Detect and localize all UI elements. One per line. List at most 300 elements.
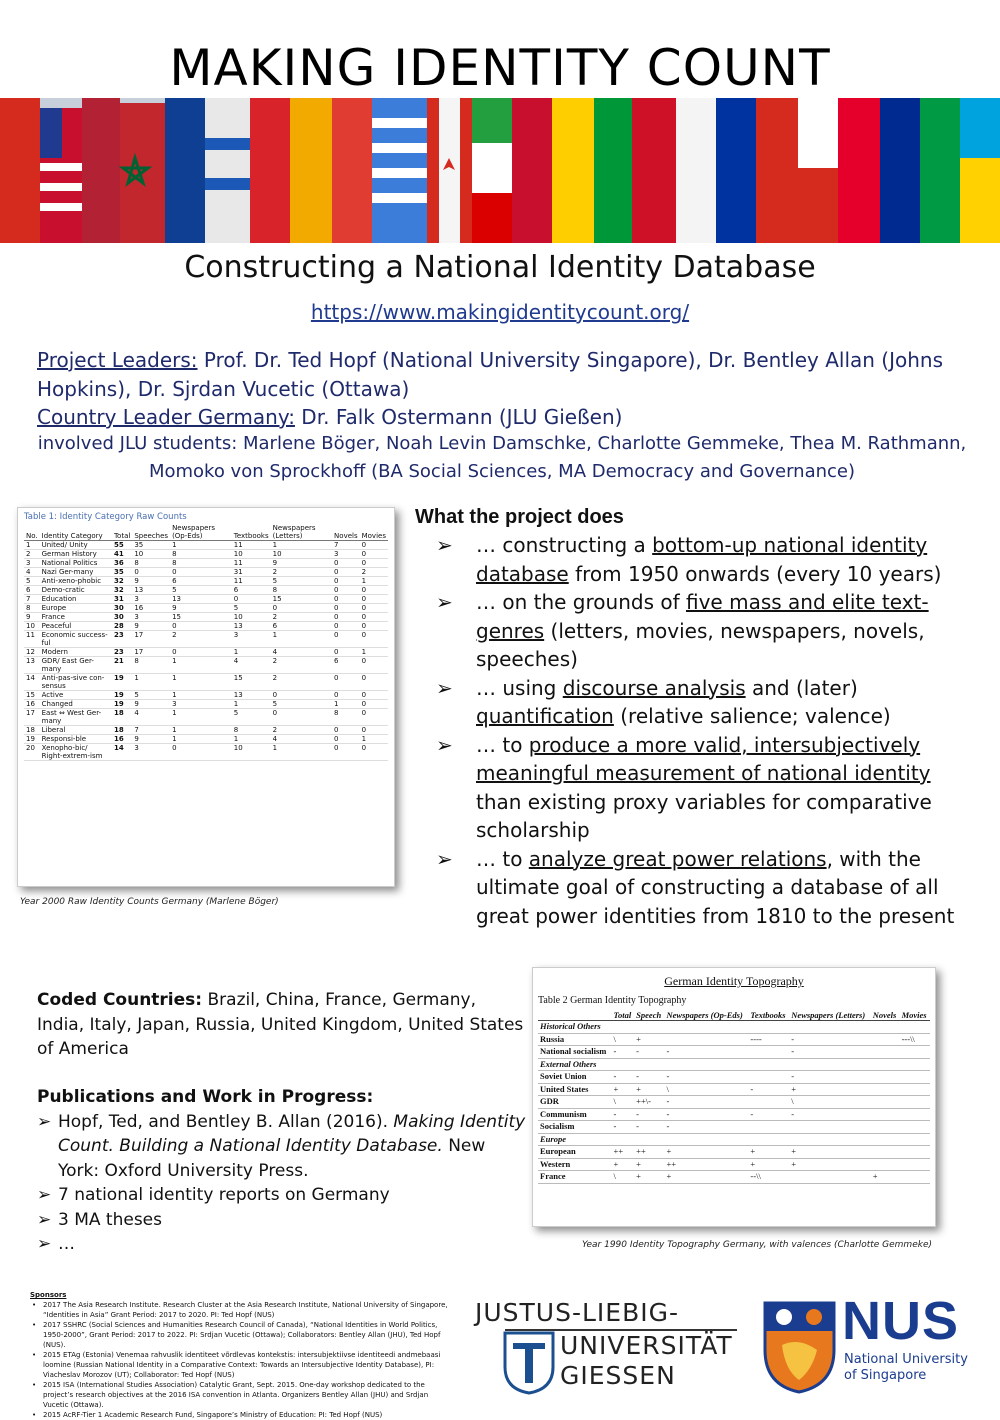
table-cell: 2: [271, 657, 332, 674]
table-cell: 1: [360, 577, 388, 586]
table-cell: 0: [360, 700, 388, 709]
coded-countries-text: Brazil, China, France, Germany, India, Italy, Japan, Russia, United Kingdom, United States of America: [37, 990, 524, 1059]
table-cell: 31: [232, 568, 271, 577]
topo-cell: ---\\: [900, 1033, 930, 1046]
table-cell: 19: [112, 700, 132, 709]
table-cell: 6: [170, 577, 232, 586]
table-cell: 1: [170, 709, 232, 726]
table-row: [24, 622, 388, 631]
table-cell: 0: [132, 568, 170, 577]
table-row: [24, 604, 388, 613]
table-cell: 15: [170, 613, 232, 622]
table-cell: 1: [170, 691, 232, 700]
topo-cell: ++\-: [634, 1096, 664, 1109]
table-cell: 1: [232, 735, 271, 744]
topo-cell: -: [612, 1121, 635, 1134]
table-cell: 35: [112, 568, 132, 577]
table-cell: 11: [24, 631, 40, 648]
table-cell: Xenopho-bic/ Right-extrem-ism: [40, 744, 112, 761]
table-cell: 36: [112, 559, 132, 568]
what-item-text: (relative salience; valence): [613, 704, 891, 728]
table-cell: 0: [332, 577, 360, 586]
table-cell: 0: [170, 648, 232, 657]
topo-cell: [900, 1096, 930, 1109]
what-item-text: … using: [476, 675, 563, 700]
table-cell: 1: [271, 631, 332, 648]
topo-cell: +: [634, 1158, 664, 1171]
topo-cell: +: [612, 1158, 635, 1171]
table-cell: National Politics: [40, 559, 112, 568]
table-cell: 0: [360, 674, 388, 691]
what-heading: What the project does: [415, 506, 624, 528]
jlu-logo: [475, 1298, 740, 1398]
table-row: [538, 1058, 930, 1071]
flags-banner-image: [0, 98, 1000, 243]
topo-cell: +: [748, 1146, 789, 1159]
raw-table-header: Total: [112, 524, 132, 541]
table-cell: 0: [170, 568, 232, 577]
table-cell: 1: [232, 700, 271, 709]
table-cell: 8: [332, 709, 360, 726]
topo-section-label: Europe: [538, 1133, 930, 1146]
table-cell: 7: [24, 595, 40, 604]
table-row: [24, 709, 388, 726]
table-cell: 20: [24, 744, 40, 761]
table-cell: 0: [332, 726, 360, 735]
table-cell: Anti-pas-sive con-sensus: [40, 674, 112, 691]
table-cell: 0: [332, 568, 360, 577]
topo-cell: +: [612, 1083, 635, 1096]
what-item: [415, 531, 975, 588]
table-cell: 1: [271, 744, 332, 761]
pub-4: …: [58, 1234, 75, 1254]
table-cell: 5: [271, 700, 332, 709]
table-cell: 5: [271, 577, 332, 586]
table-cell: 1: [360, 648, 388, 657]
table-cell: 2: [271, 613, 332, 622]
topo-cell: [871, 1108, 900, 1121]
table-cell: 5: [170, 586, 232, 595]
table-cell: 21: [112, 657, 132, 674]
topo-cell: -: [748, 1108, 789, 1121]
topo-cell: -: [665, 1046, 749, 1059]
topo-cell: -: [789, 1033, 870, 1046]
topo-cell: [900, 1071, 930, 1084]
topo-section-label: External Others: [538, 1058, 930, 1071]
table-cell: 13: [132, 586, 170, 595]
table-cell: 9: [132, 577, 170, 586]
topo-header: Textbooks: [748, 1010, 789, 1021]
topo-cell: -: [634, 1108, 664, 1121]
pub-3: 3 MA theses: [58, 1209, 162, 1230]
table-cell: 0: [360, 595, 388, 604]
topo-cell: Western: [538, 1158, 612, 1171]
topo-cell: +: [748, 1158, 789, 1171]
what-item-text: bottom-up national identity database: [476, 533, 928, 586]
raw-table-header: Newspapers (Letters): [271, 524, 332, 541]
table-cell: 15: [232, 674, 271, 691]
table-cell: 6: [332, 657, 360, 674]
arrow-bullet-icon: ➢: [436, 675, 453, 700]
table-cell: 8: [170, 559, 232, 568]
pub-2: 7 national identity reports on Germany: [58, 1185, 390, 1205]
table-cell: 0: [332, 559, 360, 568]
table-cell: 8: [271, 586, 332, 595]
table-cell: 0: [332, 586, 360, 595]
topo-cell: [900, 1108, 930, 1121]
table-cell: Demo-cratic: [40, 586, 112, 595]
table-cell: 18: [112, 726, 132, 735]
coded-countries: [37, 988, 527, 1062]
topo-cell: -: [634, 1071, 664, 1084]
topo-cell: +: [634, 1171, 664, 1184]
table-cell: Economic success-ful: [40, 631, 112, 648]
raw-table-header: Newspapers (Op-Eds): [170, 524, 232, 541]
table-cell: 0: [360, 586, 388, 595]
poster-title: MAKING IDENTITY COUNT: [169, 39, 831, 97]
table-cell: 0: [271, 709, 332, 726]
topo-cell: [748, 1046, 789, 1059]
table-cell: 1: [170, 541, 232, 550]
project-leaders-text: Prof. Dr. Ted Hopf (National University Singapore), Dr. Bentley Allan (Johns Hopkins), Dr. Sjrdan Vucetic (Ottawa): [37, 348, 944, 401]
table-cell: 4: [132, 709, 170, 726]
table-cell: 10: [271, 550, 332, 559]
pub-1-authors: Hopf, Ted, and Bentley B. Allan (2016).: [58, 1111, 394, 1132]
what-item-text: (letters, movies, newspapers, novels, speeches): [476, 618, 925, 671]
topo-cell: [748, 1096, 789, 1109]
nus-logo-text: NUS: [842, 1291, 960, 1351]
sponsor-list: [30, 1300, 450, 1420]
table-cell: 3: [332, 550, 360, 559]
topo-cell: European: [538, 1146, 612, 1159]
table-row: [24, 559, 388, 568]
table-cell: 4: [24, 568, 40, 577]
topo-cell: -: [748, 1083, 789, 1096]
table-cell: 9: [132, 622, 170, 631]
topo-cell: +: [665, 1171, 749, 1184]
identity-topography-figure: [532, 967, 936, 1227]
table-cell: 1: [360, 735, 388, 744]
topo-header: Newspapers (Op-Eds): [665, 1010, 749, 1021]
table-cell: 41: [112, 550, 132, 559]
table-cell: Liberal: [40, 726, 112, 735]
table-cell: 8: [132, 657, 170, 674]
topo-cell: Russia: [538, 1033, 612, 1046]
raw-table-caption: Table 1: Identity Category Raw Counts: [24, 512, 187, 522]
topo-cell: +: [789, 1158, 870, 1171]
table-row: [24, 550, 388, 559]
what-item: [415, 674, 975, 731]
table-cell: 2: [271, 568, 332, 577]
nus-logo-sub2: of Singapore: [844, 1368, 927, 1383]
table-cell: 13: [170, 595, 232, 604]
topo-cell: -: [665, 1108, 749, 1121]
topo-cell: -: [789, 1108, 870, 1121]
table-cell: 30: [112, 613, 132, 622]
table-cell: France: [40, 613, 112, 622]
table-cell: 0: [360, 657, 388, 674]
table-cell: 2: [271, 674, 332, 691]
topo-cell: ++: [612, 1146, 635, 1159]
table-cell: 17: [24, 709, 40, 726]
table-row: [538, 1096, 930, 1109]
table-cell: German History: [40, 550, 112, 559]
topo-cell: -: [634, 1046, 664, 1059]
arrow-bullet-icon: ➢: [436, 732, 453, 757]
table-row: [24, 726, 388, 735]
raw-table-header: Speeches: [132, 524, 170, 541]
table-cell: 16: [132, 604, 170, 613]
table-row: [24, 541, 388, 550]
table-cell: 1: [170, 726, 232, 735]
country-leader-label: Country Leader Germany:: [37, 405, 295, 429]
raw-counts-table-figure: [17, 507, 395, 887]
publication-item: [37, 1183, 527, 1208]
table-cell: 5: [132, 691, 170, 700]
table-cell: 0: [332, 622, 360, 631]
table-cell: 17: [132, 648, 170, 657]
topo-header: [538, 1010, 612, 1021]
table-cell: 0: [360, 691, 388, 700]
topo-cell: National socialism: [538, 1046, 612, 1059]
table-cell: 0: [332, 595, 360, 604]
topo-header: Speech: [634, 1010, 664, 1021]
table-row: [24, 674, 388, 691]
table-cell: 6: [232, 586, 271, 595]
topo-cell: [900, 1046, 930, 1059]
project-url-link[interactable]: https://www.makingidentitycount.org/: [310, 300, 690, 324]
table-cell: 2: [271, 726, 332, 735]
what-item-text: … constructing a: [476, 533, 653, 557]
what-item: [415, 845, 975, 931]
table-cell: 23: [112, 631, 132, 648]
table-cell: 9: [170, 604, 232, 613]
raw-table-header: Movies: [360, 524, 388, 541]
topo-cell: [871, 1146, 900, 1159]
table-cell: 0: [360, 709, 388, 726]
publication-item: [37, 1208, 527, 1233]
table-cell: 0: [360, 613, 388, 622]
table-cell: 4: [271, 648, 332, 657]
table-cell: 13: [232, 622, 271, 631]
topo-cell: ----: [748, 1033, 789, 1046]
sponsors-section: [30, 1290, 450, 1420]
topo-cell: +: [634, 1033, 664, 1046]
topo-cell: Soviet Union: [538, 1071, 612, 1084]
table-cell: 0: [332, 674, 360, 691]
topo-cell: [871, 1033, 900, 1046]
table-cell: 9: [24, 613, 40, 622]
publications-section: [37, 1085, 527, 1257]
topography-subtitle: Table 2 German Identity Topography: [538, 995, 687, 1006]
topo-cell: -: [634, 1121, 664, 1134]
table-row: [538, 1171, 930, 1184]
coded-countries-label: Coded Countries:: [37, 990, 203, 1010]
table-row: [24, 631, 388, 648]
table-cell: 4: [271, 735, 332, 744]
table-cell: 1: [170, 735, 232, 744]
what-project-does-section: [415, 503, 975, 930]
topo-cell: France: [538, 1171, 612, 1184]
involved-students: involved JLU students: Marlene Böger, Noah Levin Damschke, Charlotte Gemmeke, Thea M. Rathmann, Momoko von Sprockhoff (BA Social Sciences, MA Democracy and Governance): [37, 433, 967, 482]
table-cell: 0: [332, 744, 360, 761]
table-cell: 10: [232, 613, 271, 622]
table-row: [24, 648, 388, 657]
arrow-bullet-icon: ➢: [37, 1234, 52, 1254]
project-leaders-label: Project Leaders:: [37, 348, 198, 372]
nus-logo: [762, 1291, 982, 1400]
table-cell: 13: [232, 691, 271, 700]
table-cell: 6: [24, 586, 40, 595]
raw-table-header: No.: [24, 524, 40, 541]
table-cell: United/ Unity: [40, 541, 112, 550]
topo-cell: \: [789, 1096, 870, 1109]
topo-cell: [900, 1083, 930, 1096]
table-cell: 2: [360, 568, 388, 577]
table-row: [538, 1071, 930, 1084]
topo-cell: -: [612, 1108, 635, 1121]
table-cell: GDR/ East Ger-many: [40, 657, 112, 674]
topo-cell: Socialism: [538, 1121, 612, 1134]
what-item-text: than existing proxy variables for comparative scholarship: [476, 789, 932, 842]
table-cell: 3: [232, 631, 271, 648]
table-cell: 6: [271, 622, 332, 631]
table-cell: Europe: [40, 604, 112, 613]
table-cell: Modern: [40, 648, 112, 657]
table-cell: 0: [332, 735, 360, 744]
table-cell: 0: [271, 604, 332, 613]
raw-table-figure-caption: Year 2000 Raw Identity Counts Germany (Marlene Böger): [20, 897, 279, 907]
jlu-logo-line2: UNIVERSITÄT: [560, 1331, 733, 1360]
country-leader-text: Dr. Falk Ostermann (JLU Gießen): [294, 405, 623, 429]
sponsors-heading: Sponsors: [30, 1291, 67, 1299]
what-item-text: … to: [476, 732, 529, 757]
table-cell: 18: [24, 726, 40, 735]
topo-cell: -: [789, 1071, 870, 1084]
topo-cell: [871, 1046, 900, 1059]
table-cell: 1: [170, 657, 232, 674]
table-cell: Anti-xeno-phobic: [40, 577, 112, 586]
topo-cell: +: [665, 1146, 749, 1159]
what-item-text: produce a more valid, intersubjectively meaningful measurement of national identity: [476, 732, 931, 785]
raw-table-header: Identity Category: [40, 524, 112, 541]
project-leaders: [37, 346, 967, 432]
table-cell: 14: [112, 744, 132, 761]
poster-subtitle: Constructing a National Identity Database: [184, 250, 816, 285]
topo-cell: [789, 1171, 870, 1184]
table-cell: 17: [132, 631, 170, 648]
topo-cell: -: [665, 1121, 749, 1134]
table-cell: 3: [24, 559, 40, 568]
topo-cell: [900, 1121, 930, 1134]
table-cell: 0: [360, 726, 388, 735]
table-cell: 19: [112, 691, 132, 700]
table-cell: Education: [40, 595, 112, 604]
table-cell: 30: [112, 604, 132, 613]
raw-table-header: Textbooks: [232, 524, 271, 541]
topo-header: Newspapers (Letters): [789, 1010, 870, 1021]
table-row: [24, 586, 388, 595]
topo-header: Total: [612, 1010, 635, 1021]
topo-cell: -: [612, 1071, 635, 1084]
table-cell: 5: [24, 577, 40, 586]
what-list: [415, 531, 975, 930]
table-cell: 0: [232, 595, 271, 604]
topo-cell: [789, 1121, 870, 1134]
topo-cell: \: [612, 1096, 635, 1109]
table-row: [538, 1108, 930, 1121]
table-cell: 8: [170, 550, 232, 559]
nus-crest-icon: [762, 1300, 837, 1395]
topo-cell: +: [871, 1171, 900, 1184]
arrow-bullet-icon: ➢: [37, 1209, 52, 1230]
table-cell: 10: [232, 744, 271, 761]
jlu-logo-line3: GIESSEN: [560, 1361, 676, 1390]
table-cell: 16: [112, 735, 132, 744]
table-cell: 3: [132, 744, 170, 761]
table-row: [538, 1021, 930, 1034]
publication-item: [37, 1110, 527, 1184]
table-row: [538, 1033, 930, 1046]
table-row: [538, 1158, 930, 1171]
topo-cell: -: [789, 1046, 870, 1059]
table-row: [538, 1083, 930, 1096]
table-cell: 0: [360, 550, 388, 559]
topo-cell: United States: [538, 1083, 612, 1096]
topo-section-label: Historical Others: [538, 1021, 930, 1034]
topography-title: German Identity Topography: [664, 974, 804, 988]
table-cell: 1: [24, 541, 40, 550]
raw-counts-table: [24, 524, 388, 761]
jlu-shield-icon: [503, 1331, 555, 1395]
table-row: [24, 613, 388, 622]
jlu-logo-line1: JUSTUS-LIEBIG-: [475, 1298, 680, 1327]
table-cell: 31: [112, 595, 132, 604]
table-row: [24, 700, 388, 709]
table-cell: 5: [232, 604, 271, 613]
table-cell: East ⇔ West Ger-many: [40, 709, 112, 726]
what-item-text: discourse analysis: [562, 675, 746, 700]
table-cell: 0: [360, 604, 388, 613]
table-cell: 12: [24, 648, 40, 657]
table-cell: 2: [170, 631, 232, 648]
table-cell: 0: [271, 691, 332, 700]
table-row: [538, 1133, 930, 1146]
table-cell: 15: [271, 595, 332, 604]
table-cell: 0: [332, 648, 360, 657]
topo-cell: [900, 1158, 930, 1171]
table-cell: 0: [170, 622, 232, 631]
table-cell: 8: [232, 726, 271, 735]
nus-logo-sub1: National University: [844, 1352, 968, 1367]
pub-1-title: Making Identity Count. Building a National Identity Database.: [58, 1111, 526, 1156]
table-cell: 0: [360, 631, 388, 648]
what-item-text: from 1950 onwards (every 10 years): [568, 561, 942, 586]
what-item-text: quantification: [476, 704, 614, 728]
topography-table: [538, 1010, 930, 1184]
table-cell: 11: [232, 541, 271, 550]
arrow-bullet-icon: ➢: [37, 1185, 52, 1205]
pub-1-publisher: New York: Oxford University Press.: [58, 1136, 486, 1181]
table-cell: 9: [132, 735, 170, 744]
what-item-text: … on the grounds of: [476, 590, 686, 614]
table-row: [24, 744, 388, 761]
table-cell: 0: [332, 631, 360, 648]
table-cell: 23: [112, 648, 132, 657]
topography-caption: Year 1990 Identity Topography Germany, with valences (Charlotte Gemmeke): [581, 1240, 932, 1250]
topo-cell: -: [665, 1071, 749, 1084]
table-cell: 1: [170, 674, 232, 691]
